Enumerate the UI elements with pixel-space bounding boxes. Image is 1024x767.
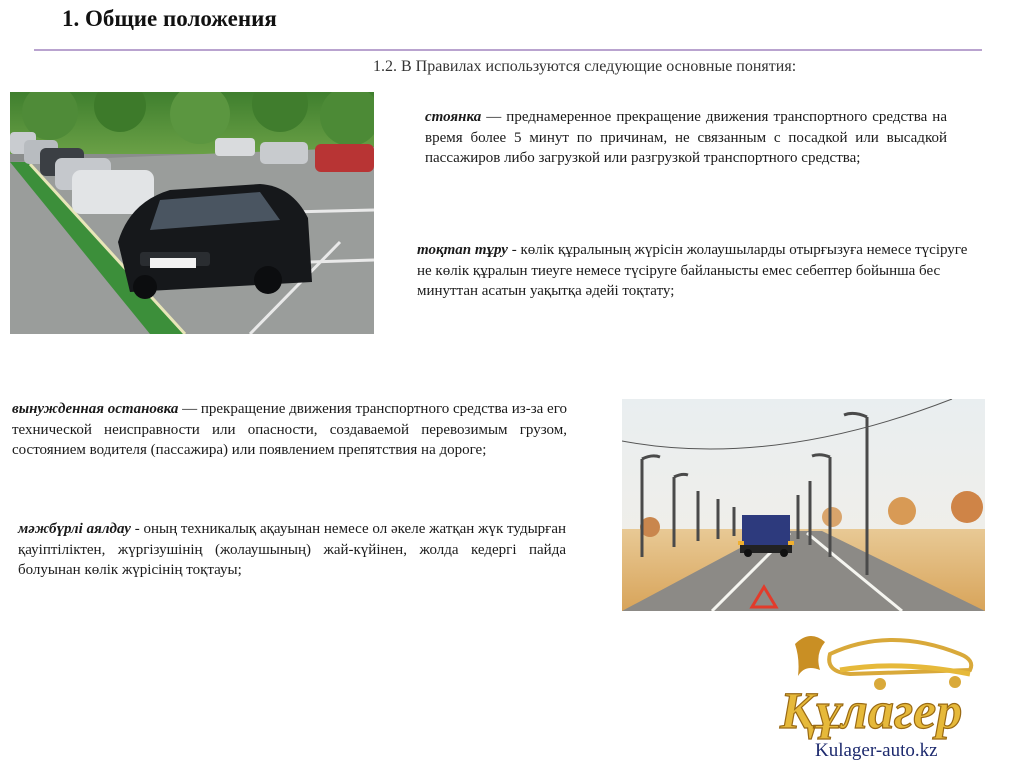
- definition-text: - оның техникалық ақауынан немесе ол әкеле жатқан жүк тудырған қауіптіліктен, жүргізушінің (жолаушының) жай-күйінен, жолда кедергі пайда болуынан көлік жүрісінің тоқтауы;: [18, 521, 567, 578]
- page-title: 1. Общие положения: [62, 6, 277, 31]
- intro-text: 1.2. В Правилах используются следующие основные понятия:: [373, 58, 797, 75]
- definition-stoyanka: [425, 107, 947, 169]
- definition-vynuzhdennaya-ostanovka: [12, 399, 567, 461]
- definition-mazhburli-ayaldau: [18, 519, 566, 581]
- forced-stop-road-illustration: [622, 399, 985, 611]
- definition-toqtap-turu: [417, 240, 982, 302]
- title-divider: [34, 49, 982, 51]
- definition-term: тоқтап тұру: [417, 242, 508, 258]
- definition-term: вынужденная остановка: [12, 401, 179, 417]
- definition-text: — прекращение движения транспортного средства из-за его технической неисправности или опасности, создаваемой перевозимым грузом, состоянием водителя (пассажира) или появлением препятствия на дороге;: [12, 401, 567, 458]
- logo-wordmark: Құлагер: [780, 683, 963, 740]
- kulager-logo: [770, 624, 1010, 742]
- definition-text: — преднамеренное прекращение движения транспортного средства на время более 5 минут по причинам, не связанным с посадкой или высадкой пассажиров либо загрузкой или разгрузкой транспортного средства;: [425, 109, 947, 166]
- definition-term: стоянка: [425, 109, 482, 125]
- parking-lot-photo: [10, 92, 374, 334]
- definition-term: мәжбүрлі аялдау: [18, 521, 131, 537]
- definition-text: - көлік құралының жүрісін жолаушыларды отырғызуға немесе түсіруге не көлік құралын тиеуге немесе түсіруге байланысты емес себептер бойынша бес минуттан асатын уақытқа әдейі тоқтату;: [417, 242, 968, 299]
- website-link[interactable]: Kulager-auto.kz: [815, 740, 938, 761]
